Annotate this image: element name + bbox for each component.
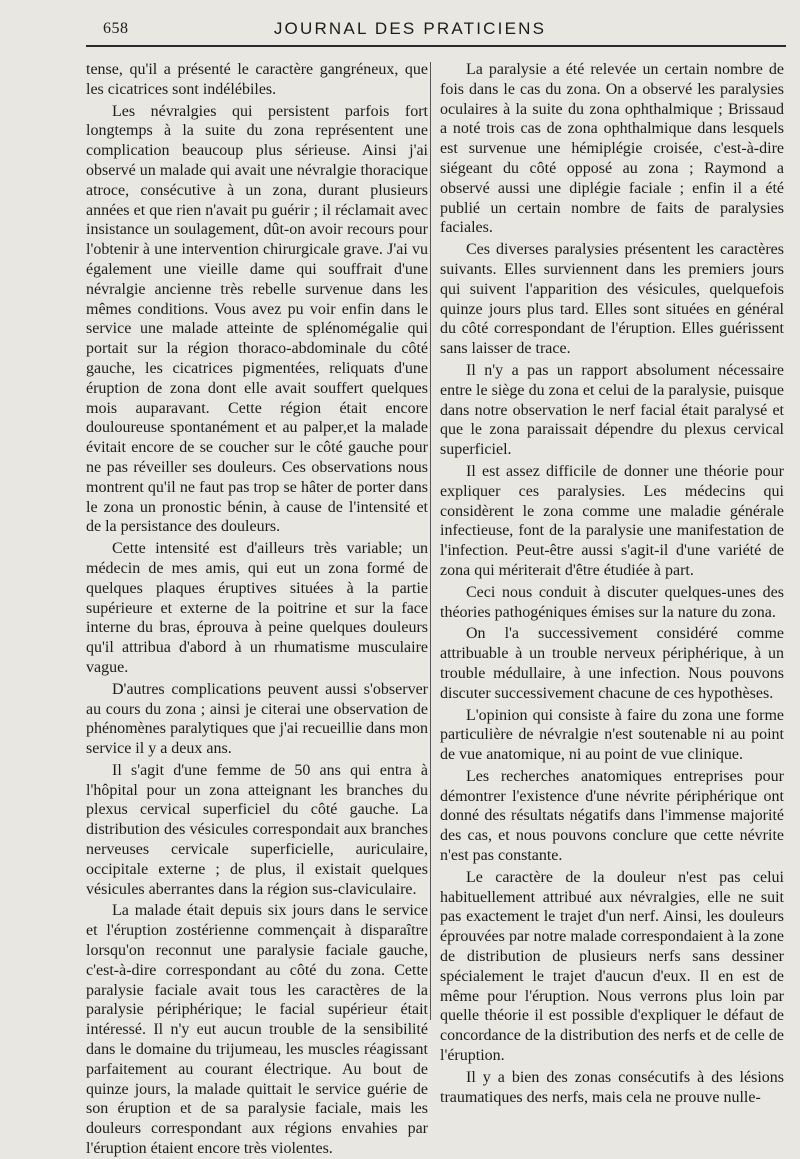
left-column	[86, 60, 428, 1159]
paragraph: Les névralgies qui persistent parfois fort longtemps à la suite du zona représentent une complication beaucoup plus sérieuse. Ainsi j'ai observé un malade qui avait une névralgie thoracique atroce, consécutive à un zona, durant plusieurs années et que rien n'avait pu guérir ; il réclamait avec insistance un soulagement, dût-on avoir recours pour l'obtenir à une intervention chirurgicale grave. J'ai vu également une vieille dame qui souffrait d'une névralgie ancienne très rebelle survenue dans les mêmes conditions. Vous avez pu voir enfin dans le service une malade atteinte de splénomégalie qui portait sur la région thoraco-abdominale du côté gauche, les cicatrices pigmentées, reliquats d'une éruption de zona dont elle avait souffert quelques mois auparavant. Cette région était encore douloureuse spontanément et au palper,et la malade évitait encore de se coucher sur le côté gauche pour ne pas réveiller ses douleurs. Ces observations nous montrent qu'il ne faut pas trop se hâter de porter dans le zona un pronostic bénin, à cause de l'intensité et de la persistance des douleurs.	[86, 102, 428, 536]
page-number: 658	[103, 20, 129, 37]
paragraph: L'opinion qui consiste à faire du zona une forme particulière de névralgie n'est soutenable ni au point de vue anatomique, ni au point de vue clinique.	[440, 706, 784, 764]
paragraph: Il est assez difficile de donner une théorie pour expliquer ces paralysies. Les médecins qui considèrent le zona comme une maladie générale infectieuse, font de la paralysie une manifestation de l'infection. Peut-être aussi s'agit-il d'une variété de zona qui mériterait d'être étudiée à part.	[440, 462, 784, 579]
paragraph: Ceci nous conduit à discuter quelques-unes des théories pathogéniques émises sur la nature du zona.	[440, 583, 784, 621]
column-divider	[430, 62, 431, 1020]
paragraph: La malade était depuis six jours dans le service et l'éruption zostérienne commençait à disparaître lorsqu'on reconnut une paralysie faciale gauche, c'est-à-dire correspondant au côté du zona. Cette paralysie faciale avait tous les caractères de la paralysie périphérique; le facial supérieur était intéressé. Il n'y eut aucun trouble de la sensibilité dans le domaine du trijumeau, les muscles réagissant parfaitement au courant électrique. Au bout de quinze jours, la malade quittait le service guérie de son éruption et de sa paralysie faciale, mais les douleurs correspondant aux régions envahies par l'éruption étaient encore très violentes.	[86, 902, 428, 1158]
paragraph: tense, qu'il a présenté le caractère gangréneux, que les cicatrices sont indélébiles.	[86, 61, 428, 98]
paragraph: Cette intensité est d'ailleurs très variable; un médecin de mes amis, qui eut un zona formé de quelques plaques éruptives situées à la partie supérieure et externe de la poitrine et sur la face interne du bras, éprouva à peine quelques douleurs qu'il attribua d'abord à un rhumatisme musculaire vague.	[86, 540, 428, 676]
paragraph: Il n'y a pas un rapport absolument nécessaire entre le siège du zona et celui de la paralysie, puisque dans notre observation le nerf facial était paralysé et que le zona paraissait dépendre du plexus cervical superficiel.	[440, 361, 784, 459]
paragraph: Il y a bien des zonas consécutifs à des lésions traumatiques des nerfs, mais cela ne prouve nulle-	[440, 1068, 784, 1106]
page-header	[0, 0, 800, 48]
paragraph: Il s'agit d'une femme de 50 ans qui entra à l'hôpital pour un zona atteignant les branches du plexus cervical superficiel du côté gauche. La distribution des vésicules correspondait aux branches nerveuses cervicale superficielle, auriculaire, occipitale externe ; de plus, il existait quelques vésicules aberrantes dans la région sus-claviculaire.	[86, 761, 428, 898]
paragraph: Le caractère de la douleur n'est pas celui habituellement attribué aux névralgies, elle ne suit pas exactement le trajet d'un nerf. Ainsi, les douleurs éprouvées par notre malade correspondaient à la zone de distribution de plusieurs nerfs sans dessiner spécialement le trajet d'aucun d'eux. Il en est de même pour l'éruption. Nous verrons plus loin par quelle théorie il est possible d'expliquer le défaut de concordance de la distribution des nerfs et de celle de l'éruption.	[440, 868, 784, 1065]
paragraph: D'autres complications peuvent aussi s'observer au cours du zona ; ainsi je citerai une observation de phénomènes paralytiques que j'ai recueillie dans mon service il y a deux ans.	[86, 680, 428, 758]
paragraph: Les recherches anatomiques entreprises pour démontrer l'existence d'une névrite périphérique ont donné des résultats négatifs dans l'immense majorité des cas, et nous pouvons conclure que cette névrite n'est pas constante.	[440, 767, 784, 865]
paragraph: On l'a successivement considéré comme attribuable à un trouble nerveux périphérique, à un trouble médullaire, à une infection. Nous pouvons discuter successivement chacune de ces hypothèses.	[440, 625, 784, 702]
right-column	[440, 60, 784, 1107]
paragraph: La paralysie a été relevée un certain nombre de fois dans le cas du zona. On a observé les paralysies oculaires à la suite du zona ophthalmique ; Brissaud a noté trois cas de zona ophthalmique dans lesquels est survenue une hémiplégie croisée, c'est-à-dire siégeant du côté opposé au zona ; Raymond a observé aussi une diplégie faciale ; enfin il a été publié un certain nombre de faits de paralysies faciales.	[440, 61, 784, 237]
paragraph: Ces diverses paralysies présentent les caractères suivants. Elles surviennent dans les premiers jours qui suivent l'apparition des vésicules, quelquefois quinze jours plus tard. Elles sont situées en général du côté correspondant de l'éruption. Elles guérissent sans laisser de trace.	[440, 241, 784, 358]
header-rule	[86, 45, 786, 47]
journal-title: JOURNAL DES PRATICIENS	[273, 19, 547, 38]
